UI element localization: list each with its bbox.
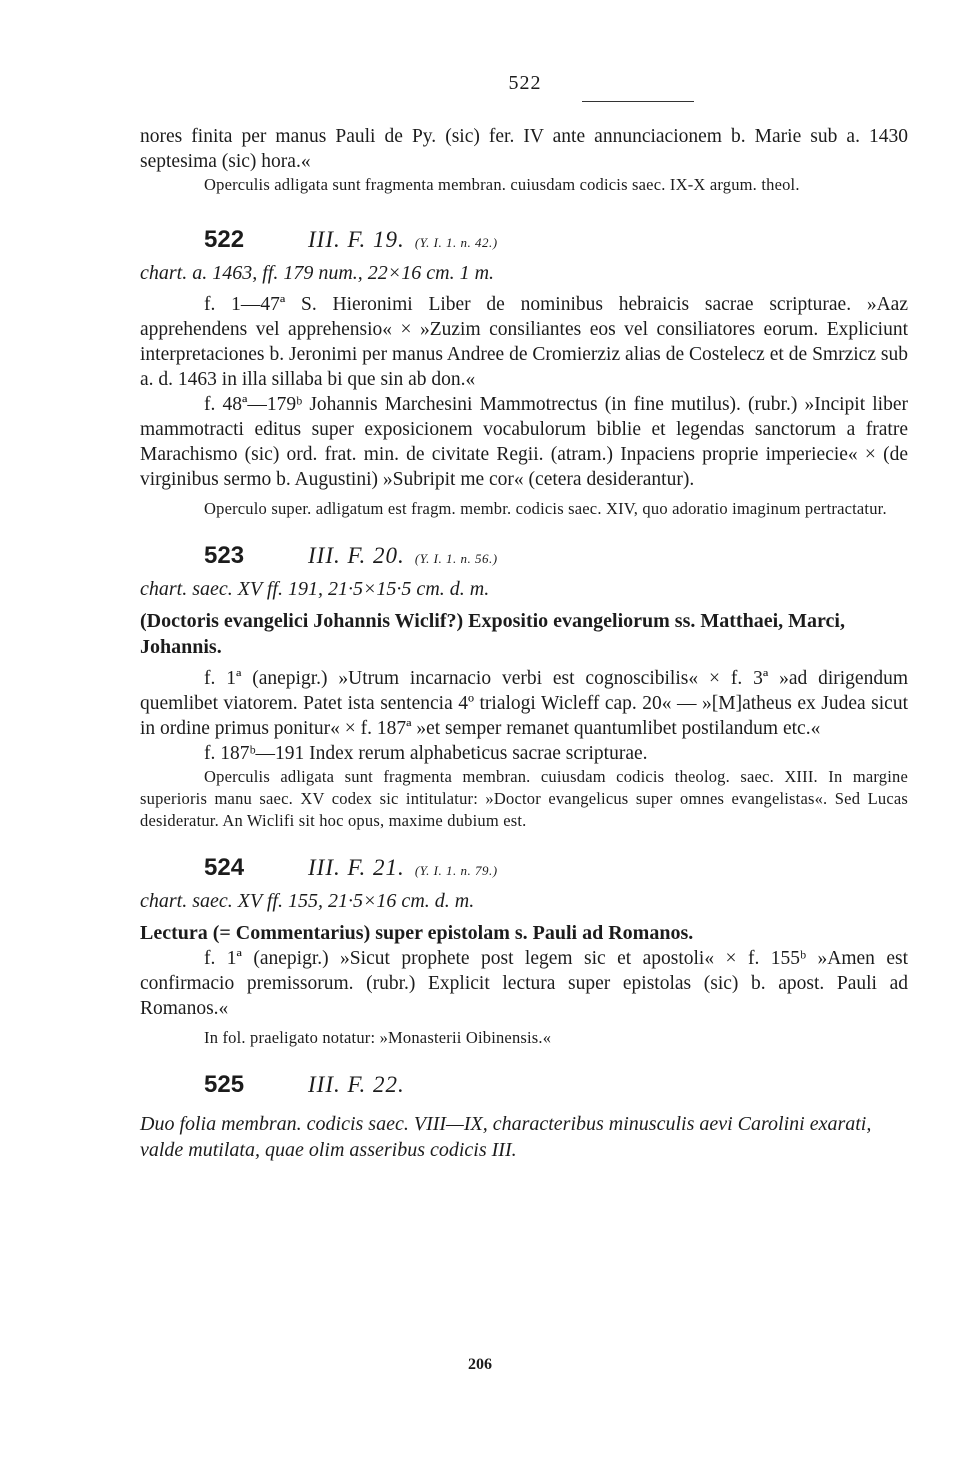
content-paragraph: f. 1—47ª S. Hieronimi Liber de nominibus hebraicis sacrae scripturae. »Aaz apprehendens vel apprehensio« × »Zuzim consiliantes eos vel consiliatores eorum. Expliciunt interpretaciones b. Jeronimi per manus Andree de Cromierziz alias de Costelecz et de Smrzicz sub a. d. 1463 in illa sillaba bi que sin ab don.« [140, 294, 908, 390]
shelfmark: III. F. 21. [308, 855, 405, 880]
entry-524-heading [140, 854, 908, 888]
content-paragraph: f. 48ª—179ᵇ Johannis Marchesini Mammotrectus (in fine mutilus). (rubr.) »Incipit liber mammotracti editus super exposicionem vocabulorum biblie et legendas sanctorum a fratre Marachismo (sic) ord. frat. min. de civitate Regii. (atram.) Inpaciens proprie imperiecie« × (de virginibus sermo b. Augustini) »Subripit me cor« (cetera desiderantur). [140, 394, 908, 490]
entry-number: 525 [204, 1071, 245, 1098]
old-signature: (Y. I. 1. n. 42.) [414, 235, 498, 250]
folio-number: 206 [468, 1356, 492, 1373]
content-paragraph: f. 1ª (anepigr.) »Sicut prophete post legem sic et apostoli« × f. 155ᵇ »Amen est confirmacio premissorum. (rubr.) Explicit lectura super epistolas (sic) b. apost. Pauli ad Romanos.« [140, 948, 908, 1019]
shelfmark: III. F. 20. [308, 543, 405, 568]
intro-note: Operculis adligata sunt fragmenta membran. cuiusdam codicis saec. IX-X argum. theol. [204, 175, 800, 194]
shelfmark: III. F. 19. [308, 227, 405, 252]
entry-525-heading [140, 1071, 908, 1105]
page-number: 522 [508, 72, 542, 94]
old-signature: (Y. I. 1. n. 79.) [414, 863, 498, 878]
content-paragraph: f. 187ᵇ—191 Index rerum alphabeticus sacrae scripturae. [204, 743, 648, 764]
work-title: Lectura (= Commentarius) super epistolam s. Pauli ad Romanos. [140, 922, 694, 944]
entry-note: Operculis adligata sunt fragmenta membran. cuiusdam codicis theolog. saec. XIII. In margine superioris manu saec. XV codex sic intitulatur: »Doctor evangelicus super omnes evangelistas«. Sed Lucas desideratur. An Wiclifi sit hoc opus, maxime dubium est. [140, 767, 908, 830]
entry-number: 522 [204, 226, 245, 253]
codex-description: Duo folia membran. codicis saec. VIII—IX, characteribus minusculis aevi Carolini exarati, valde mutilata, quae olim asseribus codicis III. [140, 1113, 872, 1161]
codex-description: chart. a. 1463, ff. 179 num., 22×16 cm. 1 m. [140, 262, 495, 284]
entry-number: 523 [204, 542, 245, 569]
entry-note: Operculo super. adligatum est fragm. membr. codicis saec. XIV, quo adoratio imaginum pertractatur. [204, 499, 887, 518]
shelfmark: III. F. 22. [308, 1072, 405, 1097]
entry-note: In fol. praeligato notatur: »Monasterii Oibinensis.« [204, 1028, 552, 1047]
old-signature: (Y. I. 1. n. 56.) [414, 551, 498, 566]
entry-523-heading [140, 542, 908, 576]
catalog-page [140, 72, 908, 1163]
header-rule [582, 101, 694, 102]
codex-description: chart. saec. XV ff. 191, 21·5×15·5 cm. d. m. [140, 578, 490, 600]
entry-number: 524 [204, 854, 245, 881]
intro-text: nores finita per manus Pauli de Py. (sic) fer. IV ante annunciacionem b. Marie sub a. 1430 septesima (sic) hora.« [140, 126, 908, 172]
codex-description: chart. saec. XV ff. 155, 21·5×16 cm. d. m. [140, 890, 475, 912]
content-paragraph: f. 1ª (anepigr.) »Utrum incarnacio verbi est cognoscibilis« × f. 3ª »ad dirigendum quemlibet viatorem. Patet ista sentencia 4º trialogi Wicleff cap. 20« — »[M]atheus ex Judea sicut in ordine primus ponitur« × f. 187ª »et semper remanet quantumlibet postilandum etc.« [140, 668, 908, 739]
entry-522-heading [140, 226, 908, 260]
work-title: (Doctoris evangelici Johannis Wiclif?) Expositio evangeliorum ss. Matthaei, Marci, Johannis. [140, 610, 845, 658]
